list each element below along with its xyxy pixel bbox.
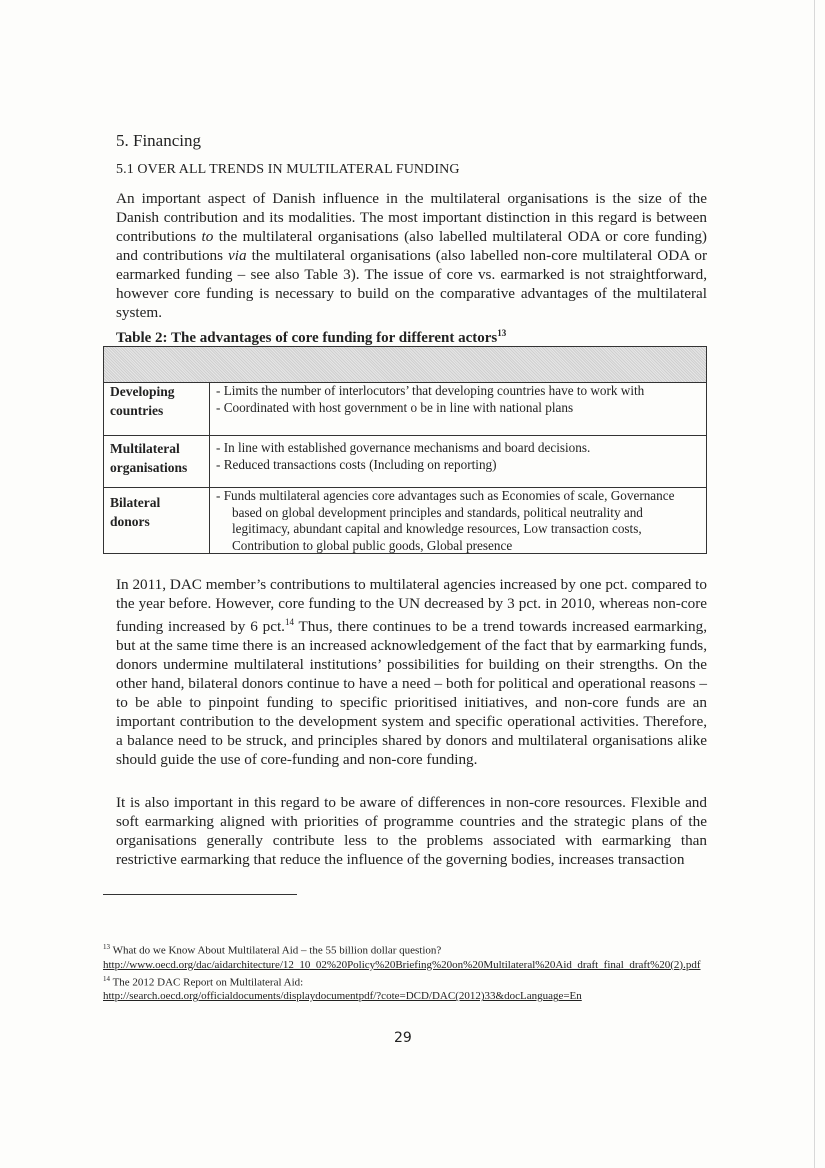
footnotes bbox=[103, 940, 707, 1003]
para1-to-italic: to bbox=[201, 228, 214, 245]
table-header-shaded bbox=[104, 347, 706, 383]
table-row bbox=[104, 382, 706, 435]
para1-text-c: the multilateral organisations (also labelled non-core multilateral ODA or earmarked funding – see also Table 3). The issue of core vs. earmarked is not straightforward, however core funding is necessary to build on the comparative advantages of the multilateral system. bbox=[116, 247, 707, 321]
table-caption-footnote-ref: 13 bbox=[497, 328, 507, 338]
para1-text-b: the multilateral organisations (also labelled multilateral ODA or core funding) and contributions bbox=[116, 228, 707, 264]
footnote-separator bbox=[103, 894, 297, 895]
table-row bbox=[104, 487, 706, 554]
footnote-14 bbox=[103, 972, 707, 990]
table-row bbox=[104, 435, 706, 487]
footnote-13 bbox=[103, 940, 707, 958]
footnote-14-link[interactable]: http://search.oecd.org/officialdocuments/displaydocumentpdf/?cote=DCD/DAC(2012)33&docLanguage=En bbox=[103, 990, 582, 1003]
row-item: - Reduced transactions costs (Including on reporting) bbox=[216, 456, 497, 472]
footnote-13-link[interactable]: http://www.oecd.org/dac/aidarchitecture/12_10_02%20Policy%20Briefing%20on%20Multilateral%20Aid_draft_final_draft%20(2).pdf bbox=[103, 958, 701, 971]
advantages-table bbox=[103, 346, 707, 554]
row-actor: Multilateral organisations bbox=[110, 441, 188, 475]
table-caption-text: Table 2: The advantages of core funding for different actors bbox=[116, 330, 498, 346]
row-items bbox=[216, 440, 702, 473]
subsection-title: 5.1 OVER ALL TRENDS IN MULTILATERAL FUNDING bbox=[116, 162, 460, 177]
para2-text-a: In 2011, DAC member’s contributions to multilateral agencies increased by one pct. compared to the year before. However, core funding to the UN decreased by 3 pct. in 2010, whereas non-core funding increased by 6 pct. bbox=[116, 576, 707, 636]
row-actor: Bilateral donors bbox=[110, 495, 161, 529]
para1-text-a: An important aspect of Danish influence in the multilateral organisations is the size of the Danish contribution and its modalities. The most important distinction in this regard is between contributions bbox=[116, 190, 707, 245]
section-title: 5. Financing bbox=[116, 131, 201, 150]
scan-edge-line bbox=[814, 0, 815, 1168]
para2-text-b: Thus, there continues to be a trend towards increased earmarking, but at the same time there is an increased acknowledgement of the fact that by earmarking funds, donors undermine multilateral institutions’ possibilities for building on their strengths. On the other hand, bilateral donors continue to have a need – both for political and operational reasons – to be able to pinpoint funding to specific prioritised initiatives, and non-core funds are an important contribution to the development system and specific operational activities. Therefore, a balance need to be struck, and principles shared by donors and multilateral organisations alike should guide the use of core-funding and non-core funding. bbox=[116, 618, 707, 769]
row-item: - Limits the number of interlocutors’ that developing countries have to work with bbox=[216, 383, 645, 398]
table-caption bbox=[116, 328, 506, 347]
row-item: - Coordinated with host government o be in line with national plans bbox=[216, 399, 574, 415]
footnote-number: 13 bbox=[103, 943, 110, 951]
paragraph-1 bbox=[116, 189, 707, 322]
footnote-text: The 2012 DAC Report on Multilateral Aid: bbox=[112, 976, 304, 989]
page-number: 29 bbox=[394, 1030, 412, 1046]
row-item: - Funds multilateral agencies core advantages such as Economies of scale, Governance based on global development principles and standards, political neutrality and legitimacy, abundant capital and knowledge resources, Low transaction costs, Contribution to global public goods, Global presence bbox=[216, 488, 675, 553]
row-items bbox=[216, 383, 702, 416]
paragraph-3: It is also important in this regard to be aware of differences in non-core resources. Flexible and soft earmarking aligned with priorities of programme countries and the strategic plans of the organisations generally contribute less to the problems associated with earmarking than restrictive earmarking that reduce the influence of the governing bodies, increases transaction bbox=[116, 794, 707, 868]
row-items bbox=[216, 488, 702, 554]
para2-footnote-ref: 14 bbox=[284, 617, 294, 627]
footnote-number: 14 bbox=[103, 974, 110, 983]
para1-via-italic: via bbox=[228, 247, 247, 264]
row-item: - In line with established governance mechanisms and board decisions. bbox=[216, 440, 591, 455]
row-actor: Developing countries bbox=[110, 384, 175, 418]
footnote-text: What do we Know About Multilateral Aid – the 55 billion dollar question? bbox=[112, 944, 442, 957]
paragraph-2 bbox=[116, 575, 707, 769]
